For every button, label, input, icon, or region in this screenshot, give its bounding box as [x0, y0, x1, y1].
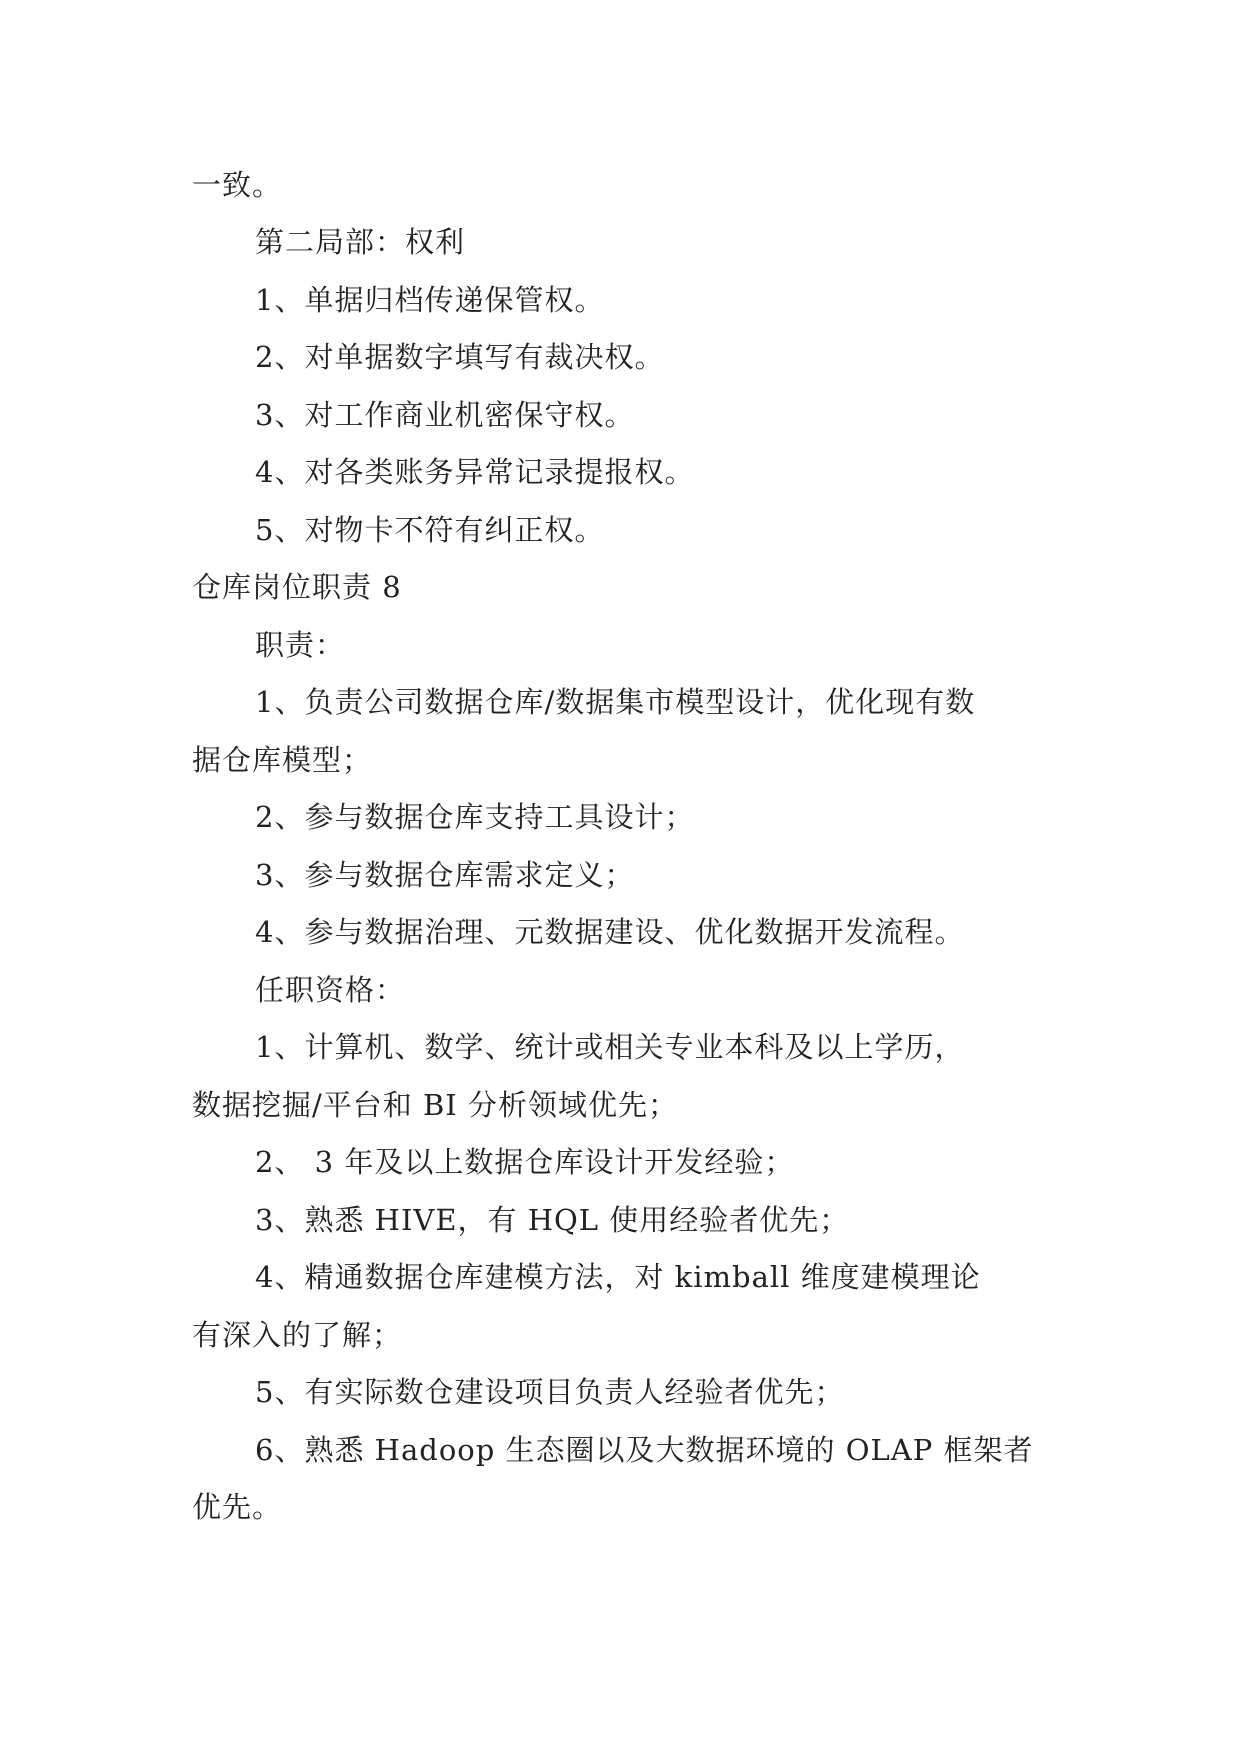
list-item: 3、参与数据仓库需求定义；: [255, 858, 635, 892]
section-heading-rights: 第二局部：权利: [255, 225, 466, 259]
section-title: 仓库岗位职责 8: [192, 570, 402, 604]
list-item: 2、参与数据仓库支持工具设计；: [255, 800, 695, 834]
list-item: 1、负责公司数据仓库/数据集市模型设计，优化现有数: [255, 685, 976, 719]
list-item: 6、熟悉 Hadoop 生态圈以及大数据环境的 OLAP 框架者: [255, 1433, 1034, 1467]
list-item: 4、参与数据治理、元数据建设、优化数据开发流程。: [255, 915, 965, 949]
list-item-continuation: 优先。: [192, 1490, 283, 1524]
subsection-heading-duties: 职责：: [255, 628, 346, 662]
list-item: 3、对工作商业机密保守权。: [255, 398, 635, 432]
subsection-heading-qualifications: 任职资格：: [255, 973, 406, 1007]
list-item: 5、对物卡不符有纠正权。: [255, 513, 605, 547]
list-item-continuation: 有深入的了解；: [192, 1318, 403, 1352]
list-item: 5、有实际数仓建设项目负责人经验者优先；: [255, 1375, 845, 1409]
list-item: 1、单据归档传递保管权。: [255, 283, 605, 317]
text-line-continuation: 一致。: [192, 168, 283, 202]
list-item: 2、对单据数字填写有裁决权。: [255, 340, 665, 374]
list-item: 1、计算机、数学、统计或相关专业本科及以上学历，: [255, 1030, 965, 1064]
list-item: 4、对各类账务异常记录提报权。: [255, 455, 695, 489]
list-item: 3、熟悉 HIVE，有 HQL 使用经验者优先；: [255, 1203, 850, 1237]
list-item: 2、 3 年及以上数据仓库设计开发经验；: [255, 1145, 795, 1179]
list-item: 4、精通数据仓库建模方法，对 kimball 维度建模理论: [255, 1260, 981, 1294]
list-item-continuation: 据仓库模型；: [192, 743, 373, 777]
list-item-continuation: 数据挖掘/平台和 BI 分析领域优先；: [192, 1088, 678, 1122]
